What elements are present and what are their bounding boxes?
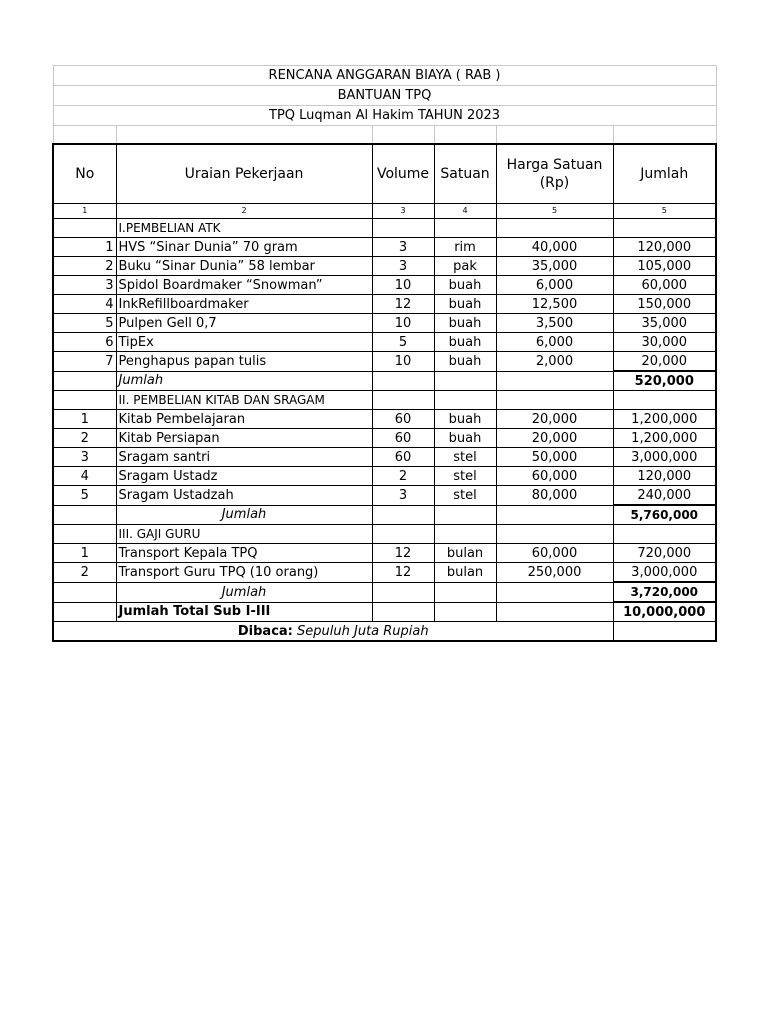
rab-table [52, 65, 717, 642]
row-satuan: bulan [434, 563, 496, 583]
organization-line: TPQ Luqman Al Hakim TAHUN 2023 [53, 106, 716, 126]
row-jumlah: 3,000,000 [613, 448, 716, 467]
table-row [53, 486, 716, 506]
empty-cell [496, 525, 613, 544]
row-uraian: Transport Kepala TPQ [116, 544, 372, 563]
row-harga: 12,500 [496, 295, 613, 314]
row-uraian: Pulpen Gell 0,7 [116, 314, 372, 333]
section-no-cell [53, 525, 116, 544]
table-row [53, 352, 716, 372]
title-row [53, 66, 716, 86]
empty-cell [613, 219, 716, 238]
row-jumlah: 150,000 [613, 295, 716, 314]
row-uraian: Buku “Sinar Dunia” 58 lembar [116, 257, 372, 276]
row-uraian: Spidol Boardmaker “Snowman” [116, 276, 372, 295]
row-uraian: Sragam santri [116, 448, 372, 467]
empty-cell [372, 602, 434, 622]
row-volume: 12 [372, 544, 434, 563]
table-row [53, 295, 716, 314]
row-no: 2 [53, 257, 116, 276]
col-jumlah-header: Jumlah [613, 144, 716, 204]
dibaca-row [53, 622, 716, 642]
column-index-row [53, 204, 716, 219]
row-jumlah: 30,000 [613, 333, 716, 352]
row-jumlah: 105,000 [613, 257, 716, 276]
empty-cell [496, 391, 613, 410]
table-row [53, 448, 716, 467]
row-volume: 10 [372, 276, 434, 295]
row-volume: 5 [372, 333, 434, 352]
table-row [53, 314, 716, 333]
subtotal-value: 5,760,000 [613, 505, 716, 525]
row-jumlah: 720,000 [613, 544, 716, 563]
subtotal-label: Jumlah [116, 582, 372, 602]
row-jumlah: 1,200,000 [613, 410, 716, 429]
empty-cell [372, 219, 434, 238]
row-no: 2 [53, 429, 116, 448]
document-title: RENCANA ANGGARAN BIAYA ( RAB ) [53, 66, 716, 86]
row-harga: 40,000 [496, 238, 613, 257]
empty-cell [434, 505, 496, 525]
row-satuan: buah [434, 352, 496, 372]
col-index: 4 [434, 204, 496, 219]
row-harga: 3,500 [496, 314, 613, 333]
row-no: 6 [53, 333, 116, 352]
empty-cell [372, 582, 434, 602]
row-uraian: Sragam Ustadzah [116, 486, 372, 506]
row-satuan: buah [434, 429, 496, 448]
row-volume: 3 [372, 486, 434, 506]
row-harga: 2,000 [496, 352, 613, 372]
table-row [53, 333, 716, 352]
row-harga: 80,000 [496, 486, 613, 506]
empty-cell [434, 391, 496, 410]
row-no: 3 [53, 276, 116, 295]
subtotal-row [53, 582, 716, 602]
empty-cell [53, 582, 116, 602]
row-satuan: stel [434, 467, 496, 486]
row-harga: 60,000 [496, 467, 613, 486]
row-harga: 60,000 [496, 544, 613, 563]
empty-cell [372, 391, 434, 410]
row-no: 4 [53, 467, 116, 486]
section-no-cell [53, 219, 116, 238]
row-jumlah: 240,000 [613, 486, 716, 506]
row-satuan: buah [434, 410, 496, 429]
col-index: 5 [496, 204, 613, 219]
table-row [53, 276, 716, 295]
row-satuan: rim [434, 238, 496, 257]
subtotal-row [53, 371, 716, 391]
col-no-header: No [53, 144, 116, 204]
row-jumlah: 3,000,000 [613, 563, 716, 583]
empty-cell [613, 391, 716, 410]
row-harga: 20,000 [496, 429, 613, 448]
section-header-row [53, 525, 716, 544]
table-row [53, 429, 716, 448]
row-uraian: InkRefillboardmaker [116, 295, 372, 314]
section-header-row [53, 219, 716, 238]
total-label: Jumlah Total Sub I-III [116, 602, 372, 622]
row-jumlah: 35,000 [613, 314, 716, 333]
table-row [53, 544, 716, 563]
table-row [53, 257, 716, 276]
row-uraian: Kitab Persiapan [116, 429, 372, 448]
col-index: 5 [613, 204, 716, 219]
spacer-row [53, 126, 716, 145]
row-satuan: bulan [434, 544, 496, 563]
column-header-row [53, 144, 716, 204]
row-volume: 3 [372, 238, 434, 257]
row-jumlah: 1,200,000 [613, 429, 716, 448]
row-harga: 6,000 [496, 333, 613, 352]
col-harga-header: Harga Satuan (Rp) [496, 144, 613, 204]
dibaca-label: Dibaca: [237, 623, 293, 639]
empty-cell [372, 525, 434, 544]
document-subtitle: BANTUAN TPQ [53, 86, 716, 106]
row-satuan: buah [434, 314, 496, 333]
subtotal-row [53, 505, 716, 525]
section-header-row [53, 391, 716, 410]
section-title: II. PEMBELIAN KITAB DAN SRAGAM [116, 391, 372, 410]
total-value: 10,000,000 [613, 602, 716, 622]
row-uraian: Transport Guru TPQ (10 orang) [116, 563, 372, 583]
empty-cell [53, 505, 116, 525]
dibaca-value: Sepuluh Juta Rupiah [297, 623, 429, 639]
row-uraian: Penghapus papan tulis [116, 352, 372, 372]
empty-cell [434, 525, 496, 544]
row-satuan: buah [434, 333, 496, 352]
row-no: 1 [53, 410, 116, 429]
row-no: 4 [53, 295, 116, 314]
row-satuan: stel [434, 448, 496, 467]
subtotal-label: Jumlah [116, 505, 372, 525]
row-volume: 12 [372, 563, 434, 583]
subtotal-value: 3,720,000 [613, 582, 716, 602]
section-title: I.PEMBELIAN ATK [116, 219, 372, 238]
row-jumlah: 60,000 [613, 276, 716, 295]
row-volume: 60 [372, 410, 434, 429]
empty-cell [496, 371, 613, 391]
dibaca-cell [53, 622, 613, 642]
row-uraian: TipEx [116, 333, 372, 352]
row-jumlah: 120,000 [613, 467, 716, 486]
row-no: 7 [53, 352, 116, 372]
col-satuan-header: Satuan [434, 144, 496, 204]
col-uraian-header: Uraian Pekerjaan [116, 144, 372, 204]
empty-cell [496, 582, 613, 602]
row-harga: 35,000 [496, 257, 613, 276]
empty-cell [434, 602, 496, 622]
col-volume-header: Volume [372, 144, 434, 204]
empty-cell [372, 505, 434, 525]
row-jumlah: 120,000 [613, 238, 716, 257]
empty-cell [613, 622, 716, 642]
row-satuan: buah [434, 295, 496, 314]
row-uraian: Sragam Ustadz [116, 467, 372, 486]
empty-cell [53, 371, 116, 391]
table-row [53, 563, 716, 583]
row-harga: 20,000 [496, 410, 613, 429]
row-volume: 60 [372, 429, 434, 448]
col-index: 2 [116, 204, 372, 219]
row-satuan: stel [434, 486, 496, 506]
col-index: 1 [53, 204, 116, 219]
empty-cell [613, 525, 716, 544]
row-no: 2 [53, 563, 116, 583]
row-no: 3 [53, 448, 116, 467]
row-volume: 12 [372, 295, 434, 314]
total-row [53, 602, 716, 622]
rab-sheet [52, 65, 715, 642]
section-title: III. GAJI GURU [116, 525, 372, 544]
row-jumlah: 20,000 [613, 352, 716, 372]
row-harga: 50,000 [496, 448, 613, 467]
row-volume: 60 [372, 448, 434, 467]
empty-cell [53, 602, 116, 622]
empty-cell [434, 219, 496, 238]
empty-cell [372, 371, 434, 391]
table-row [53, 238, 716, 257]
section-no-cell [53, 391, 116, 410]
empty-cell [496, 219, 613, 238]
empty-cell [434, 582, 496, 602]
table-row [53, 410, 716, 429]
row-harga: 250,000 [496, 563, 613, 583]
org-row [53, 106, 716, 126]
table-row [53, 467, 716, 486]
empty-cell [496, 505, 613, 525]
row-volume: 10 [372, 352, 434, 372]
subtotal-value: 520,000 [613, 371, 716, 391]
row-harga: 6,000 [496, 276, 613, 295]
row-no: 1 [53, 544, 116, 563]
row-no: 1 [53, 238, 116, 257]
row-satuan: buah [434, 276, 496, 295]
empty-cell [496, 602, 613, 622]
row-volume: 10 [372, 314, 434, 333]
row-satuan: pak [434, 257, 496, 276]
row-volume: 3 [372, 257, 434, 276]
subtitle-row [53, 86, 716, 106]
row-uraian: HVS “Sinar Dunia” 70 gram [116, 238, 372, 257]
row-no: 5 [53, 314, 116, 333]
row-volume: 2 [372, 467, 434, 486]
subtotal-label: Jumlah [116, 371, 372, 391]
col-index: 3 [372, 204, 434, 219]
empty-cell [434, 371, 496, 391]
row-no: 5 [53, 486, 116, 506]
row-uraian: Kitab Pembelajaran [116, 410, 372, 429]
